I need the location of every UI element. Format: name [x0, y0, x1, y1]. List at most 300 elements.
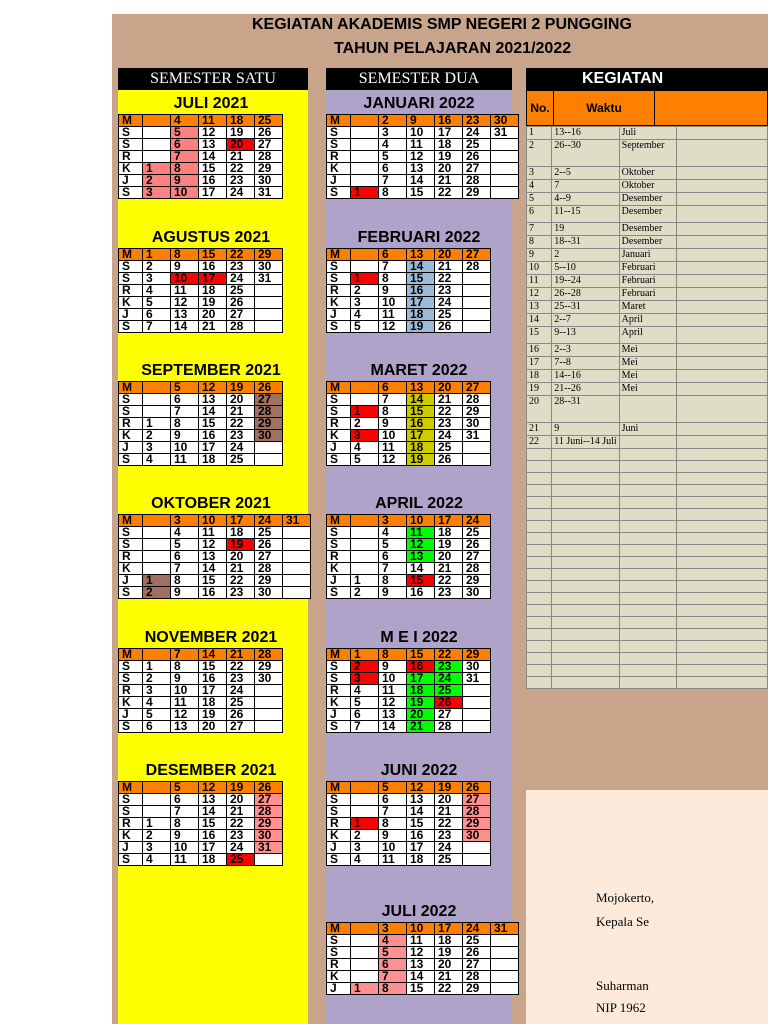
date-cell: 17	[435, 515, 463, 527]
kegiatan-no: 1	[527, 127, 552, 140]
date-cell: 18	[407, 685, 435, 697]
kegiatan-no: 7	[527, 223, 552, 236]
date-cell: 20	[435, 163, 463, 175]
date-cell: 28	[463, 563, 491, 575]
kegiatan-no: 2	[527, 140, 552, 167]
date-cell: 22	[227, 575, 255, 587]
kegiatan-waktu: 2--5	[552, 167, 619, 180]
kegiatan-bulan: Mei	[619, 357, 676, 370]
date-cell	[351, 515, 379, 527]
week-row	[327, 551, 491, 563]
date-cell: 11	[379, 854, 407, 866]
kegiatan-table	[526, 126, 768, 689]
date-cell: 28	[255, 563, 283, 575]
date-cell: 13	[199, 394, 227, 406]
kegiatan-empty-cell	[552, 653, 619, 665]
date-cell: 9	[171, 175, 199, 187]
date-cell: 2	[143, 175, 171, 187]
kegiatan-bulan: Januari	[619, 249, 676, 262]
date-cell: 12	[171, 297, 199, 309]
date-cell: 18	[435, 139, 463, 151]
date-cell	[463, 309, 491, 321]
month-title: M E I 2022	[380, 629, 458, 646]
date-cell: 18	[435, 527, 463, 539]
date-cell: 4	[143, 285, 171, 297]
date-cell: 18	[199, 454, 227, 466]
date-cell: 17	[407, 842, 435, 854]
date-cell	[463, 842, 491, 854]
kegiatan-empty-cell	[677, 509, 768, 521]
date-cell: 26	[255, 539, 283, 551]
date-cell: 3	[351, 430, 379, 442]
date-cell: 15	[407, 983, 435, 995]
date-cell: 16	[199, 261, 227, 273]
day-label: S	[327, 454, 351, 466]
date-cell: 18	[227, 527, 255, 539]
day-label: S	[327, 806, 351, 818]
week-row	[119, 297, 283, 309]
day-label: J	[327, 575, 351, 587]
date-cell: 15	[199, 818, 227, 830]
date-cell: 15	[199, 661, 227, 673]
day-label: M	[327, 382, 351, 394]
date-cell: 12	[199, 382, 227, 394]
kegiatan-waktu: 7--8	[552, 357, 619, 370]
kegiatan-bulan: Mei	[619, 370, 676, 383]
kegiatan-row	[527, 262, 768, 275]
kegiatan-bulan: Desember	[619, 223, 676, 236]
date-cell: 16	[199, 175, 227, 187]
day-label: S	[119, 673, 143, 685]
day-label: K	[327, 697, 351, 709]
kegiatan-waktu: 2	[552, 249, 619, 262]
date-cell: 15	[407, 187, 435, 199]
kegiatan-empty-cell	[677, 473, 768, 485]
date-cell: 10	[407, 127, 435, 139]
date-cell: 29	[463, 406, 491, 418]
kegiatan-empty-cell	[619, 521, 676, 533]
kegiatan-desc	[677, 262, 768, 275]
date-cell: 3	[379, 923, 407, 935]
date-cell: 18	[407, 309, 435, 321]
kegiatan-desc	[677, 167, 768, 180]
day-label: S	[327, 935, 351, 947]
kegiatan-empty-row	[527, 473, 768, 485]
week-row	[119, 527, 311, 539]
day-label: S	[119, 527, 143, 539]
month-maret-2022	[326, 361, 512, 466]
date-cell	[143, 551, 171, 563]
day-label: M	[327, 515, 351, 527]
date-cell: 15	[407, 575, 435, 587]
kegiatan-empty-cell	[619, 485, 676, 497]
kegiatan-empty-cell	[677, 581, 768, 593]
kegiatan-desc	[677, 383, 768, 396]
date-cell: 14	[407, 806, 435, 818]
date-cell: 10	[379, 842, 407, 854]
date-cell: 8	[171, 661, 199, 673]
date-cell: 2	[143, 830, 171, 842]
date-cell	[351, 151, 379, 163]
kegiatan-empty-cell	[552, 617, 619, 629]
day-label: R	[327, 818, 351, 830]
month-title: JULI 2022	[381, 903, 457, 920]
date-cell: 24	[227, 187, 255, 199]
date-cell: 13	[171, 721, 199, 733]
month-title: DESEMBER 2021	[145, 762, 277, 779]
week-row	[119, 285, 283, 297]
date-cell: 22	[227, 818, 255, 830]
date-cell	[143, 539, 171, 551]
date-cell: 19	[199, 297, 227, 309]
week-row	[119, 139, 283, 151]
day-label: R	[119, 285, 143, 297]
date-cell: 13	[407, 794, 435, 806]
kegiatan-desc	[677, 236, 768, 249]
day-label: R	[119, 551, 143, 563]
week-row	[327, 175, 519, 187]
date-cell	[143, 782, 171, 794]
kegiatan-empty-cell	[527, 557, 552, 569]
date-cell: 3	[143, 442, 171, 454]
kegiatan-desc	[677, 301, 768, 314]
date-cell: 29	[255, 575, 283, 587]
date-cell	[255, 721, 283, 733]
day-label: S	[327, 539, 351, 551]
date-cell	[255, 854, 283, 866]
date-cell: 16	[407, 418, 435, 430]
semester2-header: SEMESTER DUA	[326, 68, 512, 90]
week-row	[327, 587, 491, 599]
date-cell: 8	[171, 418, 199, 430]
date-cell: 4	[143, 697, 171, 709]
week-row	[327, 697, 491, 709]
week-row	[119, 261, 283, 273]
date-cell: 25	[435, 854, 463, 866]
kegiatan-bulan: Februari	[619, 262, 676, 275]
date-cell: 1	[143, 575, 171, 587]
day-label: R	[327, 418, 351, 430]
date-cell: 20	[227, 394, 255, 406]
date-cell: 11	[199, 115, 227, 127]
week-row	[327, 661, 491, 673]
week-row	[327, 649, 491, 661]
kegiatan-panel	[526, 68, 768, 689]
date-cell: 29	[255, 418, 283, 430]
date-cell	[351, 539, 379, 551]
kegiatan-no: 19	[527, 383, 552, 396]
date-cell: 28	[463, 261, 491, 273]
date-cell: 29	[463, 575, 491, 587]
date-cell	[283, 575, 311, 587]
date-cell: 15	[407, 818, 435, 830]
date-cell: 23	[227, 261, 255, 273]
week-row	[327, 430, 491, 442]
date-cell: 1	[143, 163, 171, 175]
date-cell: 10	[171, 442, 199, 454]
date-cell: 16	[407, 830, 435, 842]
week-row	[119, 709, 283, 721]
day-label: J	[327, 442, 351, 454]
kegiatan-empty-cell	[619, 605, 676, 617]
kegiatan-empty-row	[527, 485, 768, 497]
date-cell: 3	[351, 297, 379, 309]
date-cell: 5	[351, 697, 379, 709]
date-cell: 31	[283, 515, 311, 527]
kegiatan-desc	[677, 206, 768, 223]
kegiatan-empty-cell	[552, 677, 619, 689]
day-label: M	[119, 649, 143, 661]
date-cell: 21	[435, 261, 463, 273]
date-cell	[491, 947, 519, 959]
kegiatan-empty-row	[527, 641, 768, 653]
kegiatan-row	[527, 383, 768, 396]
month-title: JULI 2021	[173, 95, 249, 112]
date-cell: 23	[227, 430, 255, 442]
date-cell: 11	[379, 309, 407, 321]
kegiatan-empty-cell	[619, 593, 676, 605]
date-cell: 11	[407, 935, 435, 947]
kegiatan-bulan: Juni	[619, 423, 676, 436]
date-cell: 10	[407, 515, 435, 527]
date-cell: 24	[227, 842, 255, 854]
date-cell: 13	[379, 709, 407, 721]
date-cell: 2	[351, 587, 379, 599]
kegiatan-empty-cell	[619, 557, 676, 569]
kegiatan-bulan: Desember	[619, 206, 676, 223]
date-cell	[351, 382, 379, 394]
kegiatan-no: 9	[527, 249, 552, 262]
kegiatan-waktu: 18--31	[552, 236, 619, 249]
date-cell: 19	[407, 697, 435, 709]
week-row	[327, 673, 491, 685]
date-cell: 31	[255, 187, 283, 199]
date-cell: 10	[171, 273, 199, 285]
date-cell: 13	[407, 163, 435, 175]
kegiatan-empty-cell	[527, 593, 552, 605]
kegiatan-row	[527, 301, 768, 314]
date-cell: 14	[199, 649, 227, 661]
kegiatan-waktu: 4--9	[552, 193, 619, 206]
date-cell: 16	[407, 285, 435, 297]
date-cell: 29	[463, 818, 491, 830]
day-label: K	[119, 163, 143, 175]
kegiatan-row	[527, 180, 768, 193]
kegiatan-bulan: Februari	[619, 288, 676, 301]
day-label: J	[327, 983, 351, 995]
day-label: J	[327, 709, 351, 721]
date-cell: 1	[143, 249, 171, 261]
date-cell	[255, 709, 283, 721]
day-label: S	[327, 587, 351, 599]
date-cell: 24	[463, 923, 491, 935]
date-cell: 25	[255, 115, 283, 127]
day-label: K	[119, 430, 143, 442]
week-row	[119, 454, 283, 466]
date-cell: 20	[435, 249, 463, 261]
date-cell: 21	[435, 563, 463, 575]
date-cell: 17	[435, 923, 463, 935]
date-cell: 7	[171, 649, 199, 661]
date-cell: 8	[379, 983, 407, 995]
kegiatan-empty-cell	[527, 569, 552, 581]
week-row	[327, 406, 491, 418]
week-row	[327, 685, 491, 697]
kegiatan-no: 10	[527, 262, 552, 275]
date-cell: 14	[407, 261, 435, 273]
day-label: K	[327, 430, 351, 442]
day-label: K	[119, 697, 143, 709]
date-cell: 25	[463, 935, 491, 947]
date-cell: 30	[255, 830, 283, 842]
month-table	[118, 114, 283, 199]
date-cell: 3	[379, 127, 407, 139]
kegiatan-row	[527, 357, 768, 370]
date-cell: 6	[143, 721, 171, 733]
kegiatan-empty-cell	[619, 473, 676, 485]
kegiatan-empty-cell	[527, 641, 552, 653]
date-cell: 9	[171, 430, 199, 442]
date-cell	[351, 551, 379, 563]
kegiatan-desc	[677, 327, 768, 344]
kegiatan-no: 14	[527, 314, 552, 327]
kegiatan-empty-cell	[527, 545, 552, 557]
date-cell: 9	[379, 587, 407, 599]
date-cell	[351, 394, 379, 406]
day-label: S	[327, 673, 351, 685]
day-label: M	[119, 782, 143, 794]
date-cell: 28	[463, 806, 491, 818]
kegiatan-empty-cell	[619, 449, 676, 461]
kegiatan-no: 18	[527, 370, 552, 383]
date-cell: 8	[379, 818, 407, 830]
kegiatan-desc	[677, 127, 768, 140]
date-cell: 31	[491, 127, 519, 139]
date-cell: 5	[351, 454, 379, 466]
date-cell: 21	[435, 971, 463, 983]
week-row	[119, 539, 311, 551]
kegiatan-empty-cell	[677, 605, 768, 617]
kegiatan-empty-cell	[677, 641, 768, 653]
date-cell: 19	[435, 782, 463, 794]
date-cell: 28	[255, 406, 283, 418]
week-row	[327, 285, 491, 297]
date-cell	[463, 709, 491, 721]
month-oktober-2021	[118, 494, 311, 599]
kegiatan-waktu: 2--7	[552, 314, 619, 327]
date-cell: 28	[255, 151, 283, 163]
kegiatan-waktu: 11 Juni--14 Juli	[552, 436, 619, 449]
day-label: S	[119, 587, 143, 599]
week-row	[119, 406, 283, 418]
kegiatan-empty-cell	[677, 485, 768, 497]
date-cell: 14	[199, 806, 227, 818]
date-cell: 25	[227, 454, 255, 466]
date-cell: 13	[199, 794, 227, 806]
kegiatan-row	[527, 236, 768, 249]
week-row	[327, 442, 491, 454]
kegiatan-waktu: 5--10	[552, 262, 619, 275]
week-row	[119, 673, 283, 685]
date-cell	[351, 563, 379, 575]
date-cell	[491, 151, 519, 163]
date-cell: 22	[435, 818, 463, 830]
day-label: R	[327, 151, 351, 163]
month-table	[118, 381, 283, 466]
date-cell: 13	[407, 382, 435, 394]
date-cell: 24	[227, 273, 255, 285]
kegiatan-empty-cell	[619, 677, 676, 689]
date-cell: 5	[171, 382, 199, 394]
date-cell: 25	[463, 139, 491, 151]
date-cell: 14	[407, 563, 435, 575]
date-cell: 10	[407, 923, 435, 935]
date-cell: 20	[435, 551, 463, 563]
kegiatan-empty-cell	[552, 557, 619, 569]
kegiatan-empty-cell	[677, 653, 768, 665]
day-label: S	[327, 527, 351, 539]
kegiatan-empty-cell	[619, 617, 676, 629]
kegiatan-waktu: 26--30	[552, 140, 619, 167]
day-label: J	[327, 842, 351, 854]
week-row	[119, 794, 283, 806]
date-cell: 13	[199, 551, 227, 563]
date-cell	[283, 563, 311, 575]
date-cell: 10	[379, 297, 407, 309]
kegiatan-empty-cell	[527, 677, 552, 689]
date-cell: 25	[435, 309, 463, 321]
day-label: J	[119, 175, 143, 187]
date-cell: 4	[171, 527, 199, 539]
kegiatan-bulan: Maret	[619, 301, 676, 314]
date-cell: 19	[227, 127, 255, 139]
week-row	[327, 163, 519, 175]
date-cell: 22	[435, 187, 463, 199]
date-cell: 7	[171, 563, 199, 575]
date-cell: 27	[463, 382, 491, 394]
date-cell: 22	[227, 418, 255, 430]
date-cell: 23	[227, 175, 255, 187]
date-cell: 3	[171, 515, 199, 527]
day-label: S	[327, 661, 351, 673]
week-row	[327, 309, 491, 321]
date-cell: 2	[351, 661, 379, 673]
date-cell: 25	[227, 285, 255, 297]
date-cell: 19	[227, 382, 255, 394]
kegiatan-no: 16	[527, 344, 552, 357]
week-row	[327, 139, 519, 151]
date-cell: 13	[407, 551, 435, 563]
date-cell: 23	[227, 673, 255, 685]
date-cell: 27	[463, 551, 491, 563]
date-cell: 6	[379, 249, 407, 261]
kegiatan-empty-cell	[527, 665, 552, 677]
kegiatan-empty-row	[527, 533, 768, 545]
date-cell: 3	[351, 842, 379, 854]
day-label: R	[119, 685, 143, 697]
date-cell: 5	[143, 297, 171, 309]
week-row	[119, 394, 283, 406]
date-cell: 30	[463, 830, 491, 842]
date-cell: 17	[199, 442, 227, 454]
date-cell: 2	[143, 673, 171, 685]
day-label: J	[327, 309, 351, 321]
kegiatan-empty-cell	[552, 545, 619, 557]
date-cell: 9	[379, 285, 407, 297]
date-cell	[143, 151, 171, 163]
date-cell: 16	[407, 661, 435, 673]
date-cell: 26	[463, 151, 491, 163]
